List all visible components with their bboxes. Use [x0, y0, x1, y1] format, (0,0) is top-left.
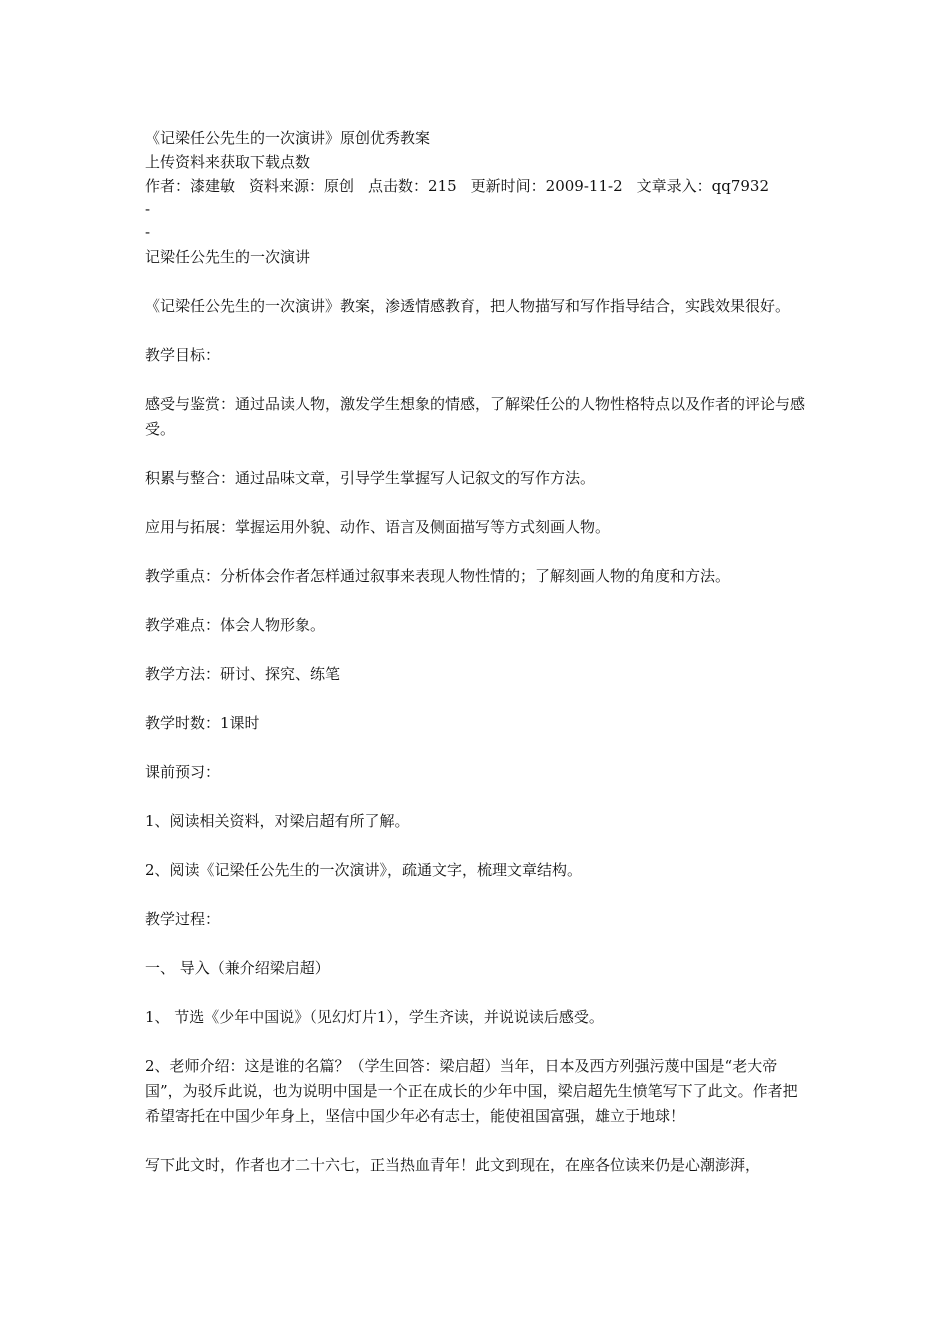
paragraph: 1、阅读相关资料，对梁启超有所了解。	[145, 812, 410, 830]
separator-dash: -	[145, 200, 151, 218]
paragraph: 教学目标：	[145, 346, 221, 364]
article-heading: 记梁任公先生的一次演讲	[145, 248, 311, 266]
paragraph: 1、 节选《少年中国说》（见幻灯片1），学生齐读，并说说读后感受。	[145, 1008, 604, 1026]
meta-source: 资料来源：原创	[249, 177, 355, 195]
paragraph: 2、阅读《记梁任公先生的一次演讲》，疏通文字，梳理文章结构。	[145, 861, 583, 879]
paragraph: 感受与鉴赏：通过品读人物，激发学生想象的情感，了解梁任公的人物性格特点以及作者的评论与感受。	[145, 395, 806, 438]
paragraph: 一、 导入（兼介绍梁启超）	[145, 959, 330, 977]
document-title: 《记梁任公先生的一次演讲》原创优秀教案	[145, 129, 431, 147]
meta-updated: 更新时间：2009-11-2	[470, 177, 623, 195]
paragraph: 应用与拓展：掌握运用外貌、动作、语言及侧面描写等方式刻画人物。	[145, 518, 611, 536]
paragraph: 教学过程：	[145, 910, 221, 928]
article-meta	[145, 174, 810, 198]
paragraph: 教学重点：分析体会作者怎样通过叙事来表现人物性情的；了解刻画人物的角度和方法。	[145, 567, 731, 585]
meta-editor: 文章录入：qq7932	[636, 177, 770, 195]
paragraph: 积累与整合：通过品味文章，引导学生掌握写人记叙文的写作方法。	[145, 469, 596, 487]
paragraph: 2、老师介绍：这是谁的名篇？（学生回答：梁启超）当年，日本及西方列强污蔑中国是“老大帝国”，为驳斥此说，也为说明中国是一个正在成长的少年中国，梁启超先生愤笔写下了此文。作者把希望寄托在中国少年身上，坚信中国少年必有志士，能使祖国富强，雄立于地球！	[145, 1057, 798, 1125]
meta-clicks: 点击数：215	[368, 177, 457, 195]
paragraph: 教学时数：1课时	[145, 714, 260, 732]
document-page	[145, 126, 810, 1178]
paragraph: 教学方法：研讨、探究、练笔	[145, 665, 341, 683]
paragraph: 课前预习：	[145, 763, 221, 781]
upload-notice: 上传资料来获取下载点数	[145, 153, 311, 171]
separator-dash: -	[145, 223, 151, 241]
paragraph: 教学难点：体会人物形象。	[145, 616, 326, 634]
meta-author: 作者：漆建敏	[145, 177, 236, 195]
paragraph: 写下此文时，作者也才二十六七，正当热血青年！此文到现在，在座各位读来仍是心潮澎湃，	[145, 1156, 761, 1174]
paragraph: 《记梁任公先生的一次演讲》教案，渗透情感教育，把人物描写和写作指导结合，实践效果很好。	[145, 297, 791, 315]
